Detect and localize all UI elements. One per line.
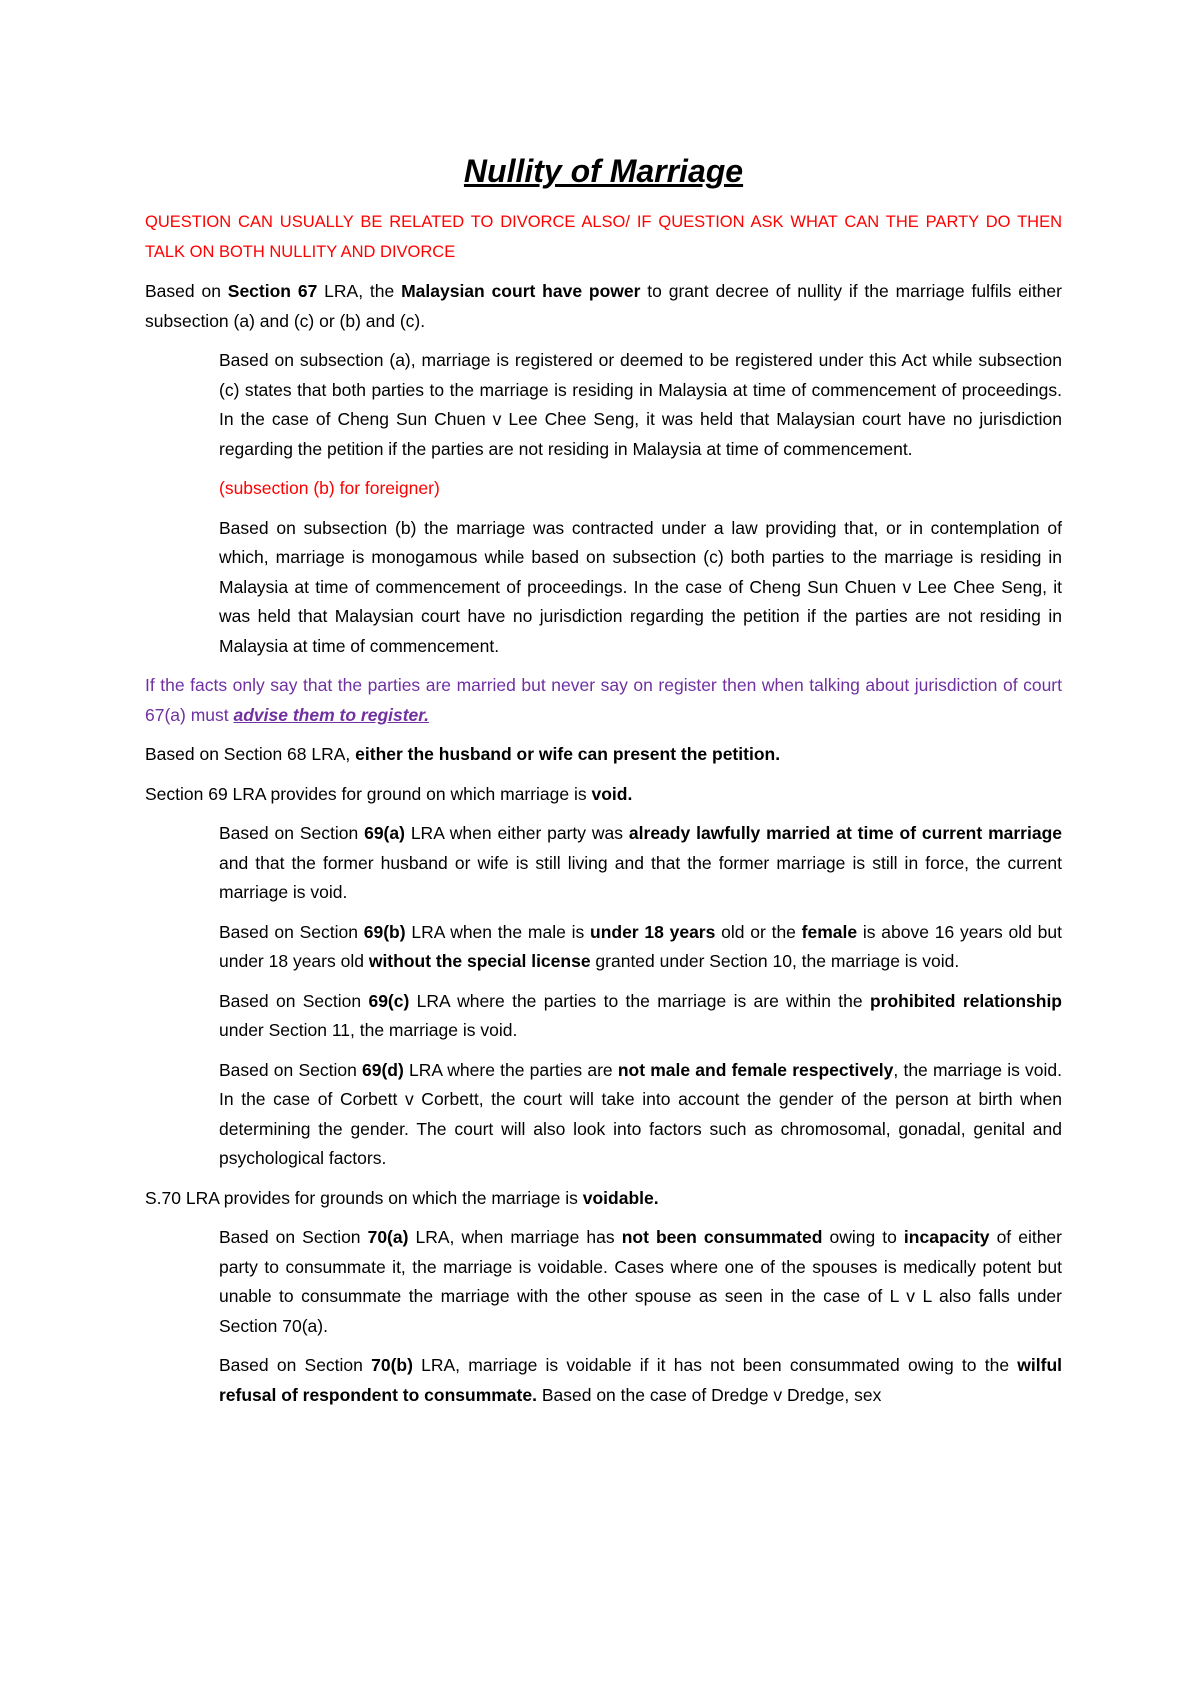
bold-run: without the special license <box>368 951 591 971</box>
text-run: Based on Section <box>219 1355 372 1375</box>
bold-run: not male and female respectively <box>617 1059 894 1080</box>
text-run: owing to <box>822 1227 904 1247</box>
text-run: Based on Section <box>219 1059 363 1080</box>
paragraph-section-70a <box>219 1223 1062 1341</box>
paragraph-section-69d <box>219 1056 1062 1174</box>
text-run: Based on Section 68 LRA, <box>145 744 356 764</box>
paragraph-foreigner-note: (subsection (b) for foreigner) <box>219 478 440 498</box>
text-run: LRA, the <box>317 281 402 301</box>
bold-run: void. <box>591 783 633 804</box>
bold-run: wilful refusal of respondent to consummate. <box>219 1355 1062 1405</box>
text-run: Based on Section <box>219 1227 368 1247</box>
text-run: S.70 LRA provides for grounds on which the marriage is <box>145 1187 583 1208</box>
text-run: to grant decree of nullity if the marriage fulfils either subsection (a) and (c) or (b) and (c). <box>145 281 1062 331</box>
bold-run: 69(b) <box>363 921 406 942</box>
text-run: under Section 11, the marriage is void. <box>219 1020 518 1040</box>
bold-run: 70(a) <box>367 1227 409 1247</box>
page-title: Nullity of Marriage <box>463 153 744 189</box>
exam-tip-note: QUESTION CAN USUALLY BE RELATED TO DIVORCE ALSO/ IF QUESTION ASK WHAT CAN THE PARTY DO THEN TALK ON BOTH NULLITY AND DIVORCE <box>145 213 1062 261</box>
text-run: Based on the case of Dredge v Dredge, sex <box>536 1384 882 1405</box>
paragraph-section-69b <box>219 918 1062 977</box>
bold-run: incapacity <box>903 1227 990 1247</box>
text-run: LRA where the parties are <box>403 1059 618 1080</box>
bold-run: not been consummated <box>621 1227 823 1247</box>
emphasis-run: advise them to register. <box>233 704 429 725</box>
bold-run: 69(a) <box>364 823 405 843</box>
paragraph-section-69c <box>219 987 1062 1046</box>
bold-run: 69(c) <box>368 990 410 1011</box>
text-run: , the marriage is void. In the case of Corbett v Corbett, the court will take into account the gender of the person at birth when determining the gender. The court will also look into factors such as chromosomal, gonadal, genital and psychological factors. <box>219 1059 1062 1168</box>
text-run: Section 69 LRA provides for ground on which marriage is <box>145 783 592 804</box>
text-run: and that the former husband or wife is still living and that the former marriage is still in force, the current marriage is void. <box>219 852 1062 902</box>
bold-run: under 18 years <box>590 921 716 942</box>
paragraph-section-70b <box>219 1351 1062 1410</box>
bold-run: 70(b) <box>371 1355 413 1375</box>
text-run: granted under Section 10, the marriage is void. <box>590 951 960 971</box>
bold-run: either the husband or wife can present the petition. <box>355 744 781 764</box>
paragraph-register-advice <box>145 671 1062 730</box>
text-run: old or the <box>715 921 802 942</box>
text-run: Based on Section <box>219 990 369 1011</box>
text-run: LRA when the male is <box>405 921 590 942</box>
text-run: LRA, when marriage has <box>408 1227 622 1247</box>
paragraph-section-68 <box>145 740 1062 770</box>
bold-run: prohibited relationship <box>869 990 1062 1011</box>
text-run: Based on Section <box>219 823 365 843</box>
bold-run: Malaysian court have power <box>401 281 641 301</box>
text-run: Based on <box>145 281 228 301</box>
text-run: LRA when either party was <box>404 823 629 843</box>
paragraph-section-69a <box>219 819 1062 908</box>
paragraph-subsection-a: Based on subsection (a), marriage is registered or deemed to be registered under this Act while subsection (c) states that both parties to the marriage is residing in Malaysia at time of commencement of proceedings. In the case of Cheng Sun Chuen v Lee Chee Seng, it was held that Malaysian court have no jurisdiction regarding the petition if the parties are not residing in Malaysia at time of commencement. <box>219 350 1062 459</box>
paragraph-subsection-b: Based on subsection (b) the marriage was contracted under a law providing that, or in contemplation of which, marriage is monogamous while based on subsection (c) both parties to the marriage is residing in Malaysia at time of commencement of proceedings. In the case of Cheng Sun Chuen v Lee Chee Seng, it was held that Malaysian court have no jurisdiction regarding the petition if the parties are not residing in Malaysia at time of commencement. <box>219 517 1062 656</box>
text-run: If the facts only say that the parties are married but never say on register then when talking about jurisdiction of court 67(a) must <box>145 675 1062 725</box>
text-run: Based on Section <box>219 921 364 942</box>
bold-run: 69(d) <box>362 1059 404 1080</box>
text-run: LRA where the parties to the marriage is are within the <box>409 990 870 1011</box>
bold-run: voidable. <box>582 1187 659 1208</box>
text-run: is above 16 years old but under 18 years old <box>219 921 1062 971</box>
text-run: LRA, marriage is voidable if it has not been consummated owing to the <box>412 1355 1018 1375</box>
bold-run: Section 67 <box>227 281 318 301</box>
paragraph-section-67 <box>145 277 1062 336</box>
text-run: of either party to consummate it, the marriage is voidable. Cases where one of the spouses is medically potent but unable to consummate the marriage with the other spouse as seen in the case of L v L also falls under Section 70(a). <box>219 1227 1062 1336</box>
bold-run: already lawfully married at time of current marriage <box>628 823 1063 843</box>
bold-run: female <box>801 921 858 942</box>
paragraph-section-69 <box>145 780 1062 810</box>
paragraph-section-70 <box>145 1184 1062 1214</box>
